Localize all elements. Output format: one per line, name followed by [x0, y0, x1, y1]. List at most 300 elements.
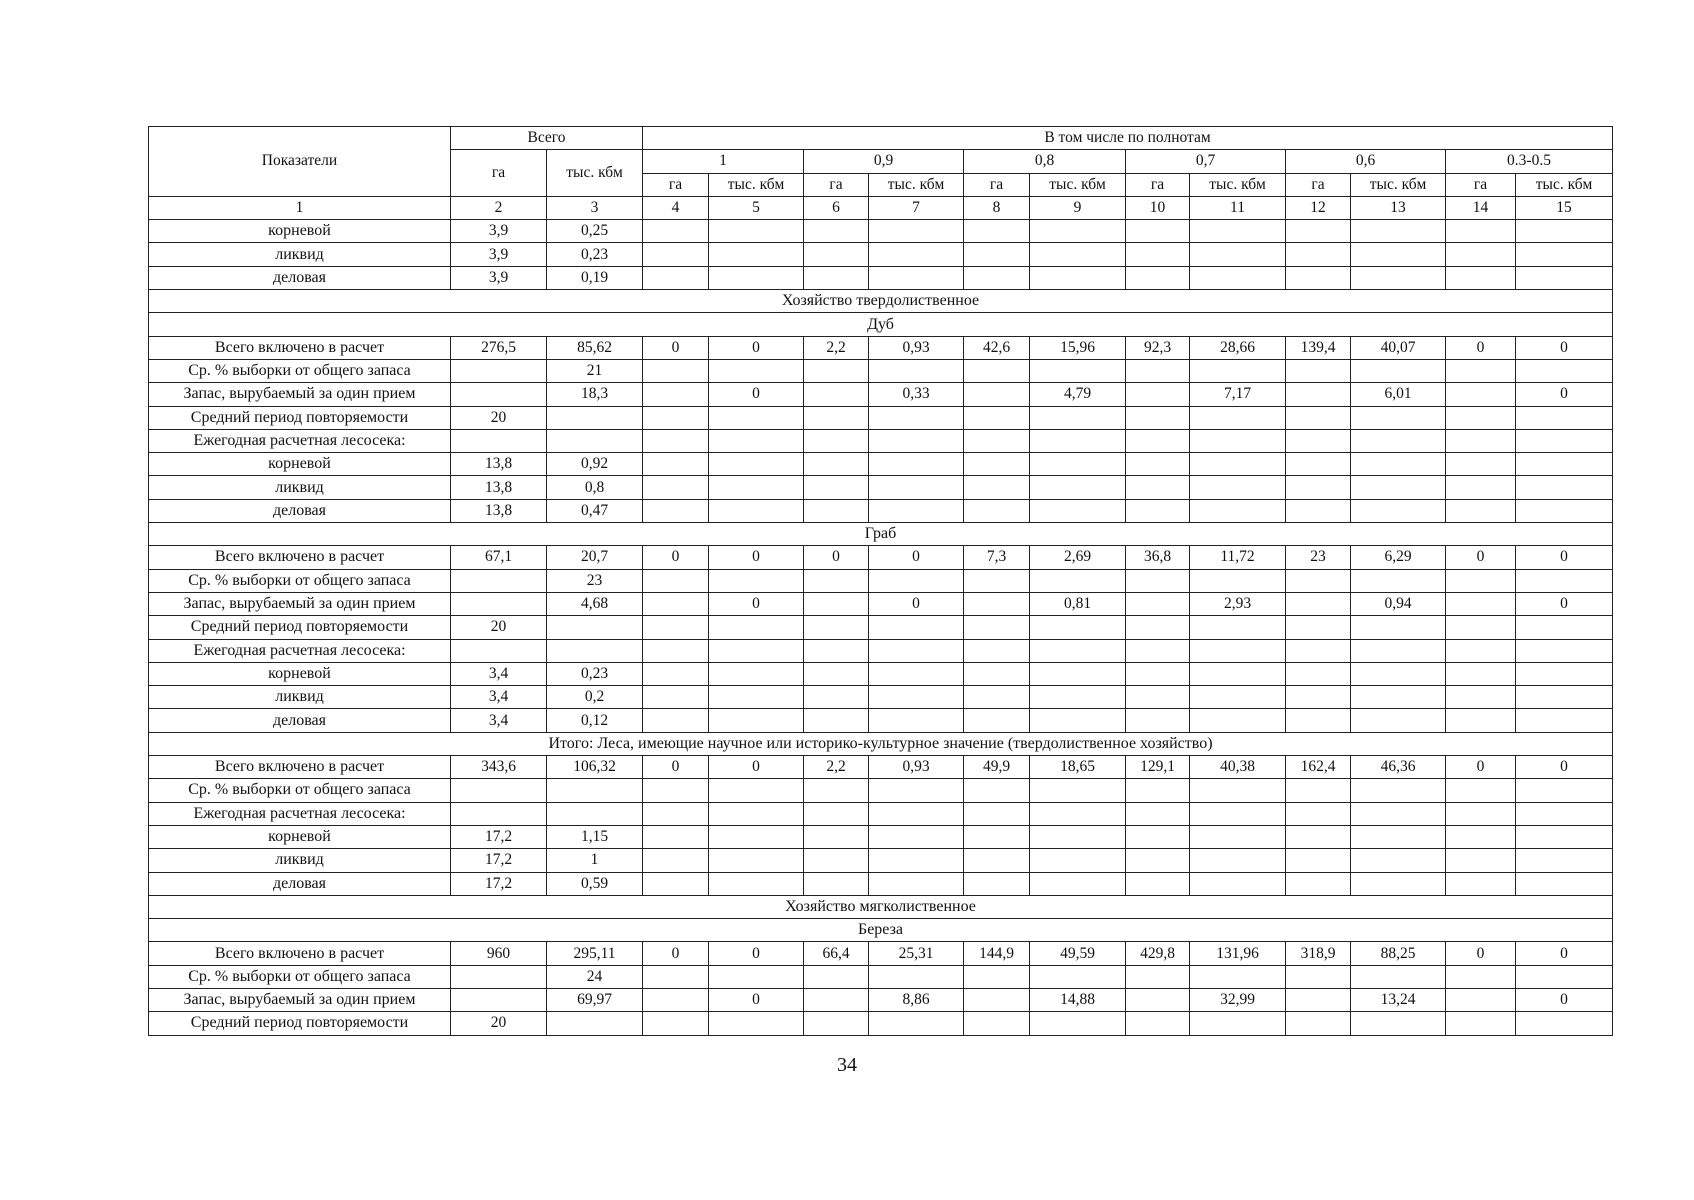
- table-row: [149, 825, 1613, 848]
- table-cell: [964, 453, 1030, 476]
- table-cell: 13,8: [451, 453, 547, 476]
- table-cell: 15,96: [1030, 336, 1126, 359]
- table-cell: [869, 662, 964, 685]
- table-cell: [1286, 965, 1351, 988]
- table-cell: [1516, 429, 1613, 452]
- table-cell: 0: [643, 756, 709, 779]
- table-cell: 0,47: [547, 499, 643, 522]
- col-number: 9: [1030, 196, 1126, 219]
- table-cell: [804, 243, 869, 266]
- table-cell: [964, 359, 1030, 382]
- table-cell: [1351, 872, 1446, 895]
- table-cell: [1190, 220, 1286, 243]
- table-cell: 21: [547, 359, 643, 382]
- table-cell: [643, 662, 709, 685]
- table-row: [149, 756, 1613, 779]
- table-cell: [1286, 569, 1351, 592]
- table-cell: 960: [451, 942, 547, 965]
- table-cell: [1446, 709, 1516, 732]
- table-cell: [1446, 802, 1516, 825]
- table-cell: 0: [643, 942, 709, 965]
- table-cell: [643, 988, 709, 1011]
- table-cell: [1286, 453, 1351, 476]
- table-cell: 0: [1516, 942, 1613, 965]
- table-cell: 92,3: [1126, 336, 1190, 359]
- column-number-row: [149, 196, 1613, 219]
- table-cell: [1351, 266, 1446, 289]
- table-cell: [804, 965, 869, 988]
- table-row: [149, 942, 1613, 965]
- table-row: [149, 686, 1613, 709]
- table-row: [149, 406, 1613, 429]
- table-cell: [1030, 476, 1126, 499]
- table-cell: 3,9: [451, 243, 547, 266]
- species-header-row: [149, 523, 1613, 546]
- table-cell: [1351, 779, 1446, 802]
- table-cell: 0: [1516, 383, 1613, 406]
- table-cell: [1126, 872, 1190, 895]
- row-label: Ср. % выборки от общего запаса: [149, 965, 451, 988]
- table-cell: [1351, 802, 1446, 825]
- table-cell: [1516, 220, 1613, 243]
- table-cell: [1286, 359, 1351, 382]
- table-cell: [643, 220, 709, 243]
- table-cell: [869, 266, 964, 289]
- row-label: Ежегодная расчетная лесосека:: [149, 639, 451, 662]
- table-cell: [1351, 569, 1446, 592]
- table-cell: [1286, 988, 1351, 1011]
- row-label: деловая: [149, 266, 451, 289]
- table-cell: 0: [1446, 546, 1516, 569]
- table-cell: [1516, 686, 1613, 709]
- table-cell: [709, 1012, 804, 1035]
- table-cell: [1126, 1012, 1190, 1035]
- table-cell: [1030, 1012, 1126, 1035]
- table-cell: [643, 266, 709, 289]
- table-cell: [869, 709, 964, 732]
- table-cell: 7,17: [1190, 383, 1286, 406]
- table-cell: [1446, 476, 1516, 499]
- table-cell: [869, 825, 964, 848]
- table-cell: [643, 359, 709, 382]
- row-label: Запас, вырубаемый за один прием: [149, 988, 451, 1011]
- table-cell: 0: [1446, 756, 1516, 779]
- table-cell: [869, 849, 964, 872]
- table-cell: [1516, 849, 1613, 872]
- row-label: Всего включено в расчет: [149, 546, 451, 569]
- table-cell: [709, 709, 804, 732]
- table-cell: [451, 359, 547, 382]
- table-cell: 0,59: [547, 872, 643, 895]
- table-cell: 42,6: [964, 336, 1030, 359]
- table-cell: [709, 569, 804, 592]
- table-cell: [1190, 849, 1286, 872]
- table-cell: [1286, 686, 1351, 709]
- table-row: [149, 965, 1613, 988]
- header-total: Всего: [451, 127, 643, 150]
- table-cell: [1126, 802, 1190, 825]
- table-cell: [804, 849, 869, 872]
- table-cell: [643, 825, 709, 848]
- table-cell: [1030, 359, 1126, 382]
- table-cell: [964, 965, 1030, 988]
- col-number: 13: [1351, 196, 1446, 219]
- table-cell: 0,94: [1351, 592, 1446, 615]
- col-number: 5: [709, 196, 804, 219]
- table-cell: 4,68: [547, 592, 643, 615]
- table-cell: [643, 779, 709, 802]
- table-row: [149, 988, 1613, 1011]
- col-number: 11: [1190, 196, 1286, 219]
- table-cell: [1286, 825, 1351, 848]
- table-cell: 0: [1516, 988, 1613, 1011]
- table-cell: 17,2: [451, 849, 547, 872]
- table-cell: [1126, 453, 1190, 476]
- table-cell: [1030, 220, 1126, 243]
- table-cell: [1126, 243, 1190, 266]
- table-cell: 23: [547, 569, 643, 592]
- row-label: деловая: [149, 499, 451, 522]
- table-cell: [1030, 569, 1126, 592]
- table-row: [149, 546, 1613, 569]
- table-cell: 2,93: [1190, 592, 1286, 615]
- table-cell: [1030, 453, 1126, 476]
- species-header-row: [149, 919, 1613, 942]
- row-label: Средний период повторяемости: [149, 406, 451, 429]
- table-cell: [804, 686, 869, 709]
- table-cell: [643, 429, 709, 452]
- table-cell: [709, 406, 804, 429]
- table-cell: 25,31: [869, 942, 964, 965]
- table-cell: [1516, 872, 1613, 895]
- table-row: [149, 383, 1613, 406]
- table-cell: [869, 453, 964, 476]
- table-row: [149, 453, 1613, 476]
- table-cell: 20: [451, 1012, 547, 1035]
- table-cell: 0: [709, 383, 804, 406]
- table-cell: 17,2: [451, 825, 547, 848]
- table-cell: 144,9: [964, 942, 1030, 965]
- table-cell: [709, 639, 804, 662]
- table-row: [149, 662, 1613, 685]
- table-cell: 276,5: [451, 336, 547, 359]
- table-cell: [1126, 849, 1190, 872]
- table-cell: [709, 802, 804, 825]
- row-label: корневой: [149, 453, 451, 476]
- table-cell: [964, 639, 1030, 662]
- table-cell: 0: [709, 546, 804, 569]
- table-cell: [869, 1012, 964, 1035]
- table-cell: [964, 1012, 1030, 1035]
- row-label: деловая: [149, 872, 451, 895]
- table-cell: 2,2: [804, 756, 869, 779]
- table-cell: 23: [1286, 546, 1351, 569]
- table-cell: [1126, 988, 1190, 1011]
- table-cell: 0: [709, 988, 804, 1011]
- table-cell: [1286, 429, 1351, 452]
- table-cell: [643, 243, 709, 266]
- table-row: [149, 1012, 1613, 1035]
- table-cell: 0,81: [1030, 592, 1126, 615]
- table-cell: [1516, 825, 1613, 848]
- table-cell: [1351, 1012, 1446, 1035]
- table-cell: 162,4: [1286, 756, 1351, 779]
- table-cell: [1030, 686, 1126, 709]
- table-cell: [1286, 662, 1351, 685]
- table-cell: [964, 825, 1030, 848]
- table-cell: 36,8: [1126, 546, 1190, 569]
- table-cell: 0: [709, 756, 804, 779]
- table-cell: [709, 243, 804, 266]
- table-cell: [1190, 569, 1286, 592]
- table-cell: 0,92: [547, 453, 643, 476]
- table-cell: 343,6: [451, 756, 547, 779]
- row-label: Всего включено в расчет: [149, 336, 451, 359]
- table-cell: [1030, 662, 1126, 685]
- table-cell: [1286, 383, 1351, 406]
- table-cell: 0: [1446, 942, 1516, 965]
- table-cell: [1190, 662, 1286, 685]
- table-cell: [1286, 406, 1351, 429]
- header-kbm: тыс. кбм: [1030, 173, 1126, 196]
- table-cell: 40,07: [1351, 336, 1446, 359]
- table-cell: 0,12: [547, 709, 643, 732]
- row-label: Всего включено в расчет: [149, 756, 451, 779]
- table-cell: [709, 429, 804, 452]
- header-density: 0,9: [804, 150, 964, 173]
- table-cell: [869, 872, 964, 895]
- section-header-row: [149, 290, 1613, 313]
- table-cell: 18,65: [1030, 756, 1126, 779]
- table-cell: [1286, 709, 1351, 732]
- section-title: Хозяйство твердолиственное: [149, 290, 1613, 313]
- table-cell: [1126, 592, 1190, 615]
- row-label: ликвид: [149, 476, 451, 499]
- table-cell: [709, 779, 804, 802]
- table-cell: [1286, 849, 1351, 872]
- table-cell: [1286, 592, 1351, 615]
- table-cell: [869, 802, 964, 825]
- table-cell: [1126, 266, 1190, 289]
- table-cell: [964, 569, 1030, 592]
- table-cell: [643, 569, 709, 592]
- table-cell: [1286, 872, 1351, 895]
- table-cell: 0,93: [869, 336, 964, 359]
- table-cell: [1126, 569, 1190, 592]
- header-indicators: Показатели: [149, 127, 451, 197]
- table-cell: 295,11: [547, 942, 643, 965]
- header-density: 0,6: [1286, 150, 1446, 173]
- table-cell: 20: [451, 616, 547, 639]
- table-cell: 11,72: [1190, 546, 1286, 569]
- col-number: 3: [547, 196, 643, 219]
- table-cell: 49,9: [964, 756, 1030, 779]
- header-ha: га: [804, 173, 869, 196]
- table-cell: [964, 802, 1030, 825]
- table-cell: [547, 429, 643, 452]
- header-ha: га: [1446, 173, 1516, 196]
- table-cell: [1286, 499, 1351, 522]
- table-cell: 7,3: [964, 546, 1030, 569]
- table-cell: [804, 616, 869, 639]
- table-cell: [1286, 616, 1351, 639]
- table-cell: [804, 383, 869, 406]
- table-cell: [804, 476, 869, 499]
- table-cell: [1446, 872, 1516, 895]
- table-cell: [547, 1012, 643, 1035]
- table-cell: [804, 639, 869, 662]
- table-cell: [1351, 616, 1446, 639]
- table-row: [149, 569, 1613, 592]
- table-cell: [804, 779, 869, 802]
- table-cell: [1446, 965, 1516, 988]
- table-cell: [1126, 220, 1190, 243]
- table-cell: [804, 1012, 869, 1035]
- row-label: Ежегодная расчетная лесосека:: [149, 802, 451, 825]
- table-cell: 3,9: [451, 266, 547, 289]
- table-cell: 13,8: [451, 499, 547, 522]
- header-ha: га: [1126, 173, 1190, 196]
- table-cell: [709, 499, 804, 522]
- table-body: [149, 220, 1613, 1035]
- table-cell: [804, 988, 869, 1011]
- table-cell: [804, 709, 869, 732]
- table-cell: 0: [804, 546, 869, 569]
- table-cell: 3,4: [451, 686, 547, 709]
- table-cell: [804, 266, 869, 289]
- table-cell: 20,7: [547, 546, 643, 569]
- table-cell: [1516, 779, 1613, 802]
- table-cell: [1286, 220, 1351, 243]
- table-cell: [1516, 406, 1613, 429]
- table-row: [149, 872, 1613, 895]
- table-cell: 129,1: [1126, 756, 1190, 779]
- table-cell: 13,8: [451, 476, 547, 499]
- table-cell: [1126, 406, 1190, 429]
- table-cell: [964, 872, 1030, 895]
- table-cell: [869, 406, 964, 429]
- table-cell: [643, 453, 709, 476]
- table-cell: [1190, 359, 1286, 382]
- table-cell: [1446, 266, 1516, 289]
- table-cell: [1190, 243, 1286, 266]
- table-cell: [1126, 639, 1190, 662]
- table-row: [149, 243, 1613, 266]
- table-cell: 3,4: [451, 709, 547, 732]
- table-cell: [1446, 616, 1516, 639]
- header-ha: га: [1286, 173, 1351, 196]
- table-cell: 0: [1516, 546, 1613, 569]
- table-cell: [804, 802, 869, 825]
- col-number: 4: [643, 196, 709, 219]
- table-row: [149, 429, 1613, 452]
- col-number: 14: [1446, 196, 1516, 219]
- table-cell: [1516, 569, 1613, 592]
- table-cell: [643, 499, 709, 522]
- table-cell: 1,15: [547, 825, 643, 848]
- table-cell: 14,88: [1030, 988, 1126, 1011]
- table-cell: 0: [1516, 756, 1613, 779]
- table-cell: [1030, 266, 1126, 289]
- row-label: ликвид: [149, 686, 451, 709]
- col-number: 8: [964, 196, 1030, 219]
- table-row: [149, 849, 1613, 872]
- table-cell: [1516, 965, 1613, 988]
- forest-calculation-table: [148, 126, 1613, 1036]
- table-cell: 46,36: [1351, 756, 1446, 779]
- header-by-density: В том числе по полнотам: [643, 127, 1613, 150]
- table-cell: [1190, 406, 1286, 429]
- table-cell: [1446, 779, 1516, 802]
- row-label: Ср. % выборки от общего запаса: [149, 569, 451, 592]
- table-cell: [1516, 616, 1613, 639]
- table-cell: 88,25: [1351, 942, 1446, 965]
- table-cell: 3,9: [451, 220, 547, 243]
- table-cell: [1126, 662, 1190, 685]
- table-cell: [1190, 1012, 1286, 1035]
- table-cell: [964, 220, 1030, 243]
- section-header-row: [149, 895, 1613, 918]
- table-cell: [804, 406, 869, 429]
- header-kbm: тыс. кбм: [1351, 173, 1446, 196]
- table-cell: [1126, 779, 1190, 802]
- table-cell: [1126, 616, 1190, 639]
- table-cell: [709, 616, 804, 639]
- table-cell: [869, 639, 964, 662]
- table-cell: 0,23: [547, 243, 643, 266]
- section-title: Хозяйство мягколиственное: [149, 895, 1613, 918]
- table-cell: [451, 429, 547, 452]
- table-cell: [869, 616, 964, 639]
- table-cell: [1286, 779, 1351, 802]
- table-cell: 20: [451, 406, 547, 429]
- table-cell: [1351, 709, 1446, 732]
- table-cell: [1446, 243, 1516, 266]
- table-cell: [869, 779, 964, 802]
- table-cell: [1030, 825, 1126, 848]
- table-cell: [964, 266, 1030, 289]
- section-title: Итого: Леса, имеющие научное или историко-культурное значение (твердолиственное хозяйство): [149, 732, 1613, 755]
- table-cell: [709, 453, 804, 476]
- table-cell: 0,33: [869, 383, 964, 406]
- col-number: 15: [1516, 196, 1613, 219]
- table-cell: [1190, 499, 1286, 522]
- table-cell: 0: [1516, 336, 1613, 359]
- table-cell: [643, 1012, 709, 1035]
- table-cell: [1446, 825, 1516, 848]
- table-row: [149, 476, 1613, 499]
- table-cell: [709, 686, 804, 709]
- table-cell: [709, 662, 804, 685]
- species-title: Граб: [149, 523, 1613, 546]
- row-label: Средний период повторяемости: [149, 1012, 451, 1035]
- table-cell: [964, 429, 1030, 452]
- table-cell: [1351, 476, 1446, 499]
- page-number: 34: [837, 1054, 857, 1076]
- table-cell: 0: [709, 592, 804, 615]
- table-cell: 24: [547, 965, 643, 988]
- row-label: корневой: [149, 662, 451, 685]
- table-cell: [643, 383, 709, 406]
- table-cell: [964, 988, 1030, 1011]
- table-cell: [1190, 965, 1286, 988]
- table-cell: [1286, 266, 1351, 289]
- table-row: [149, 779, 1613, 802]
- table-cell: [1030, 709, 1126, 732]
- table-cell: [1286, 639, 1351, 662]
- table-cell: [1351, 499, 1446, 522]
- table-cell: [964, 849, 1030, 872]
